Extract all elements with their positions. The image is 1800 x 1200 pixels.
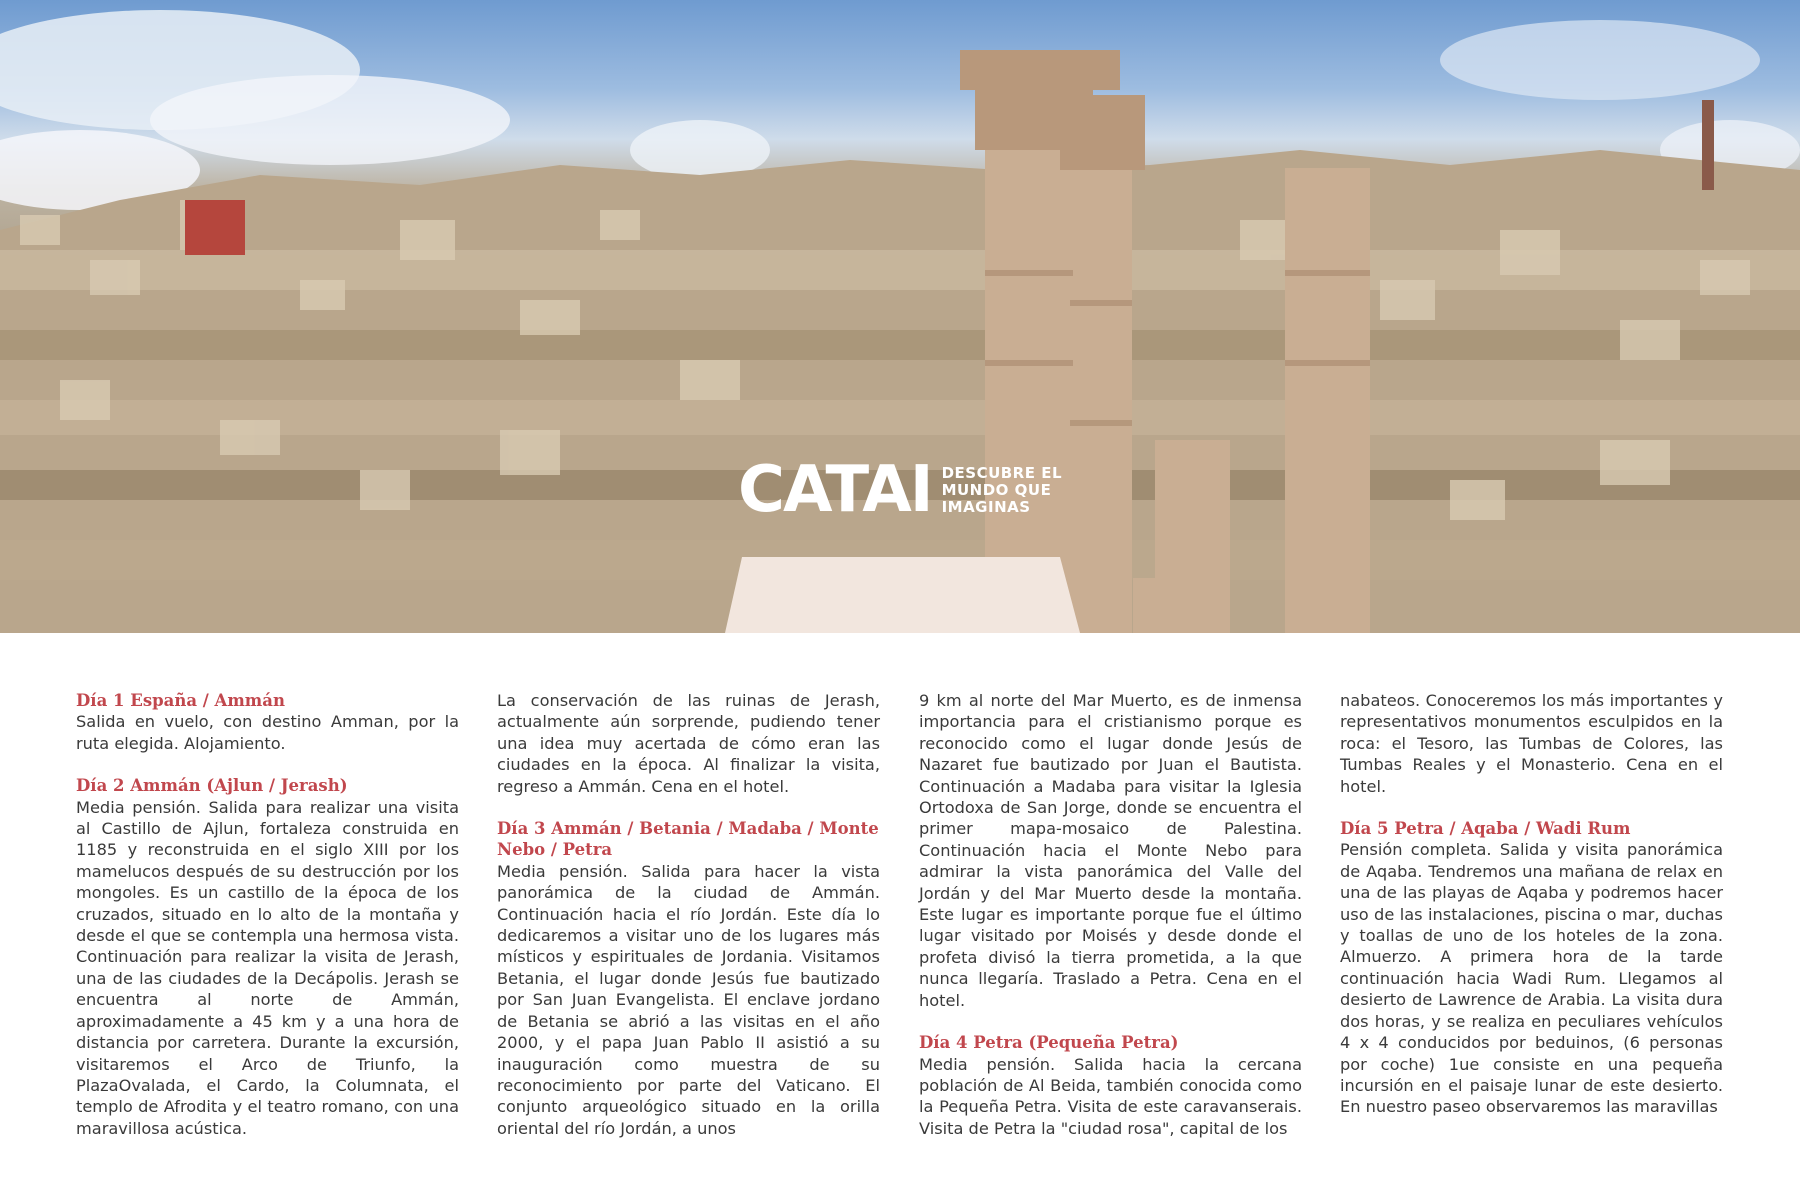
logo-tagline bbox=[942, 465, 1062, 516]
itinerary-column-1 bbox=[76, 690, 459, 1139]
day-1-text: Salida en vuelo, con destino Amman, por la ruta elegida. Alojamiento. bbox=[76, 712, 459, 753]
tagline-line-1: DESCUBRE EL bbox=[941, 463, 1063, 482]
itinerary-column-2 bbox=[497, 690, 880, 1139]
day-3-continuation: 9 km al norte del Mar Muerto, es de inmensa importancia para el cristianismo porque es reconocido como el lugar donde Jesús de Nazaret fue bautizado por Juan el Bautista. Continuación a Madaba para visitar la Iglesia Ortodoxa de San Jorge, donde se encuentra el primer mapa-mosaico de Palestina. Continuación hacia el Monte Nebo para admirar la vista panorámica del Valle del Jordán y del Mar Muerto desde la montaña. Este lugar es importante porque fue el último lugar visitado por Moisés y desde donde el profeta divisó la tierra prometida, a la que nunca llegaría. Traslado a Petra. Cena en el hotel. bbox=[919, 691, 1302, 1010]
itinerary-column-4 bbox=[1340, 690, 1723, 1118]
tagline-line-2: MUNDO QUE bbox=[941, 480, 1052, 499]
day-5-title: Día 5 Petra / Aqaba / Wadi Rum bbox=[1340, 819, 1631, 839]
tagline-line-3: IMAGINAS bbox=[941, 497, 1031, 516]
day-2-title: Día 2 Ammán (Ajlun / Jerash) bbox=[76, 776, 348, 796]
day-1-title: Día 1 España / Ammán bbox=[76, 691, 285, 710]
day-2-continuation: La conservación de las ruinas de Jerash, actualmente aún sorprende, pudiendo tener una idea muy acertada de cómo eran las ciudades en la época. Al finalizar la visita, regreso a Ammán. Cena en el hotel. bbox=[497, 691, 880, 796]
logo-wordmark: CATAI bbox=[738, 453, 932, 527]
day-5-text: Pensión completa. Salida y visita panorámica de Aqaba. Tendremos una mañana de relax en una de las playas de Aqaba y podremos hacer uso de las instalaciones, piscina o mar, duchas y toallas de uno de los hoteles de la zona. Almuerzo. A primera hora de la tarde continuación hacia Wadi Rum. Llegamos al desierto de Lawrence de Arabia. La visita dura dos horas, y se realiza en peculiares vehículos 4 x 4 conducidos por beduinos, (6 personas por coche) 1ue consiste en una pequeña incursión en el paisaje lunar de este desierto. En nuestro paseo observaremos las maravillas bbox=[1340, 840, 1723, 1117]
title-banner-shape bbox=[725, 557, 1080, 633]
day-3-title: Día 3 Ammán / Betania / Madaba / Monte Nebo / Petra bbox=[497, 819, 879, 860]
catai-logo bbox=[738, 453, 1063, 527]
day-4-continuation: nabateos. Conoceremos los más importantes y representativos monumentos esculpidos en la roca: el Tesoro, las Tumbas de Colores, las Tumbas Reales y el Monasterio. Cena en el hotel. bbox=[1340, 691, 1723, 796]
day-4-title: Día 4 Petra (Pequeña Petra) bbox=[919, 1033, 1179, 1053]
day-3-text: Media pensión. Salida para hacer la vista panorámica de la ciudad de Ammán. Continuación hacia el río Jordán. Este día lo dedicaremos a visitar uno de los lugares más místicos y espirituales de Jordania. Visitamos Betania, el lugar donde Jesús fue bautizado por San Juan Evangelista. El enclave jordano de Betania se abrió a las visitas en el año 2000, y el papa Juan Pablo II asistió a su inauguración como muestra de su reconocimiento por parte del Vaticano. El conjunto arqueológico situado en la orilla oriental del río Jordán, a unos bbox=[497, 861, 880, 1138]
day-2-text: Media pensión. Salida para realizar una visita al Castillo de Ajlun, fortaleza construida en 1185 y reconstruida en el siglo XIII por los mamelucos después de su destrucción por los mongoles. Es un castillo de la época de los cruzados, situado en lo alto de la montaña y desde el que se contempla una hermosa vista. Continuación para realizar la visita de Jerash, una de las ciudades de la Decápolis. Jerash se encuentra al norte de Ammán, aproximadamente a 45 km y a una hora de distancia por carretera. Durante la excursión, visitaremos el Arco de Triunfo, la PlazaOvalada, el Cardo, la Columnata, el templo de Afrodita y el teatro romano, con una maravillosa acústica. bbox=[76, 797, 459, 1138]
itinerary-column-3 bbox=[919, 690, 1302, 1139]
day-4-text: Media pensión. Salida hacia la cercana población de Al Beida, también conocida como la Pequeña Petra. Visita de este caravanserais. Visita de Petra la "ciudad rosa", capital de los bbox=[919, 1054, 1302, 1138]
